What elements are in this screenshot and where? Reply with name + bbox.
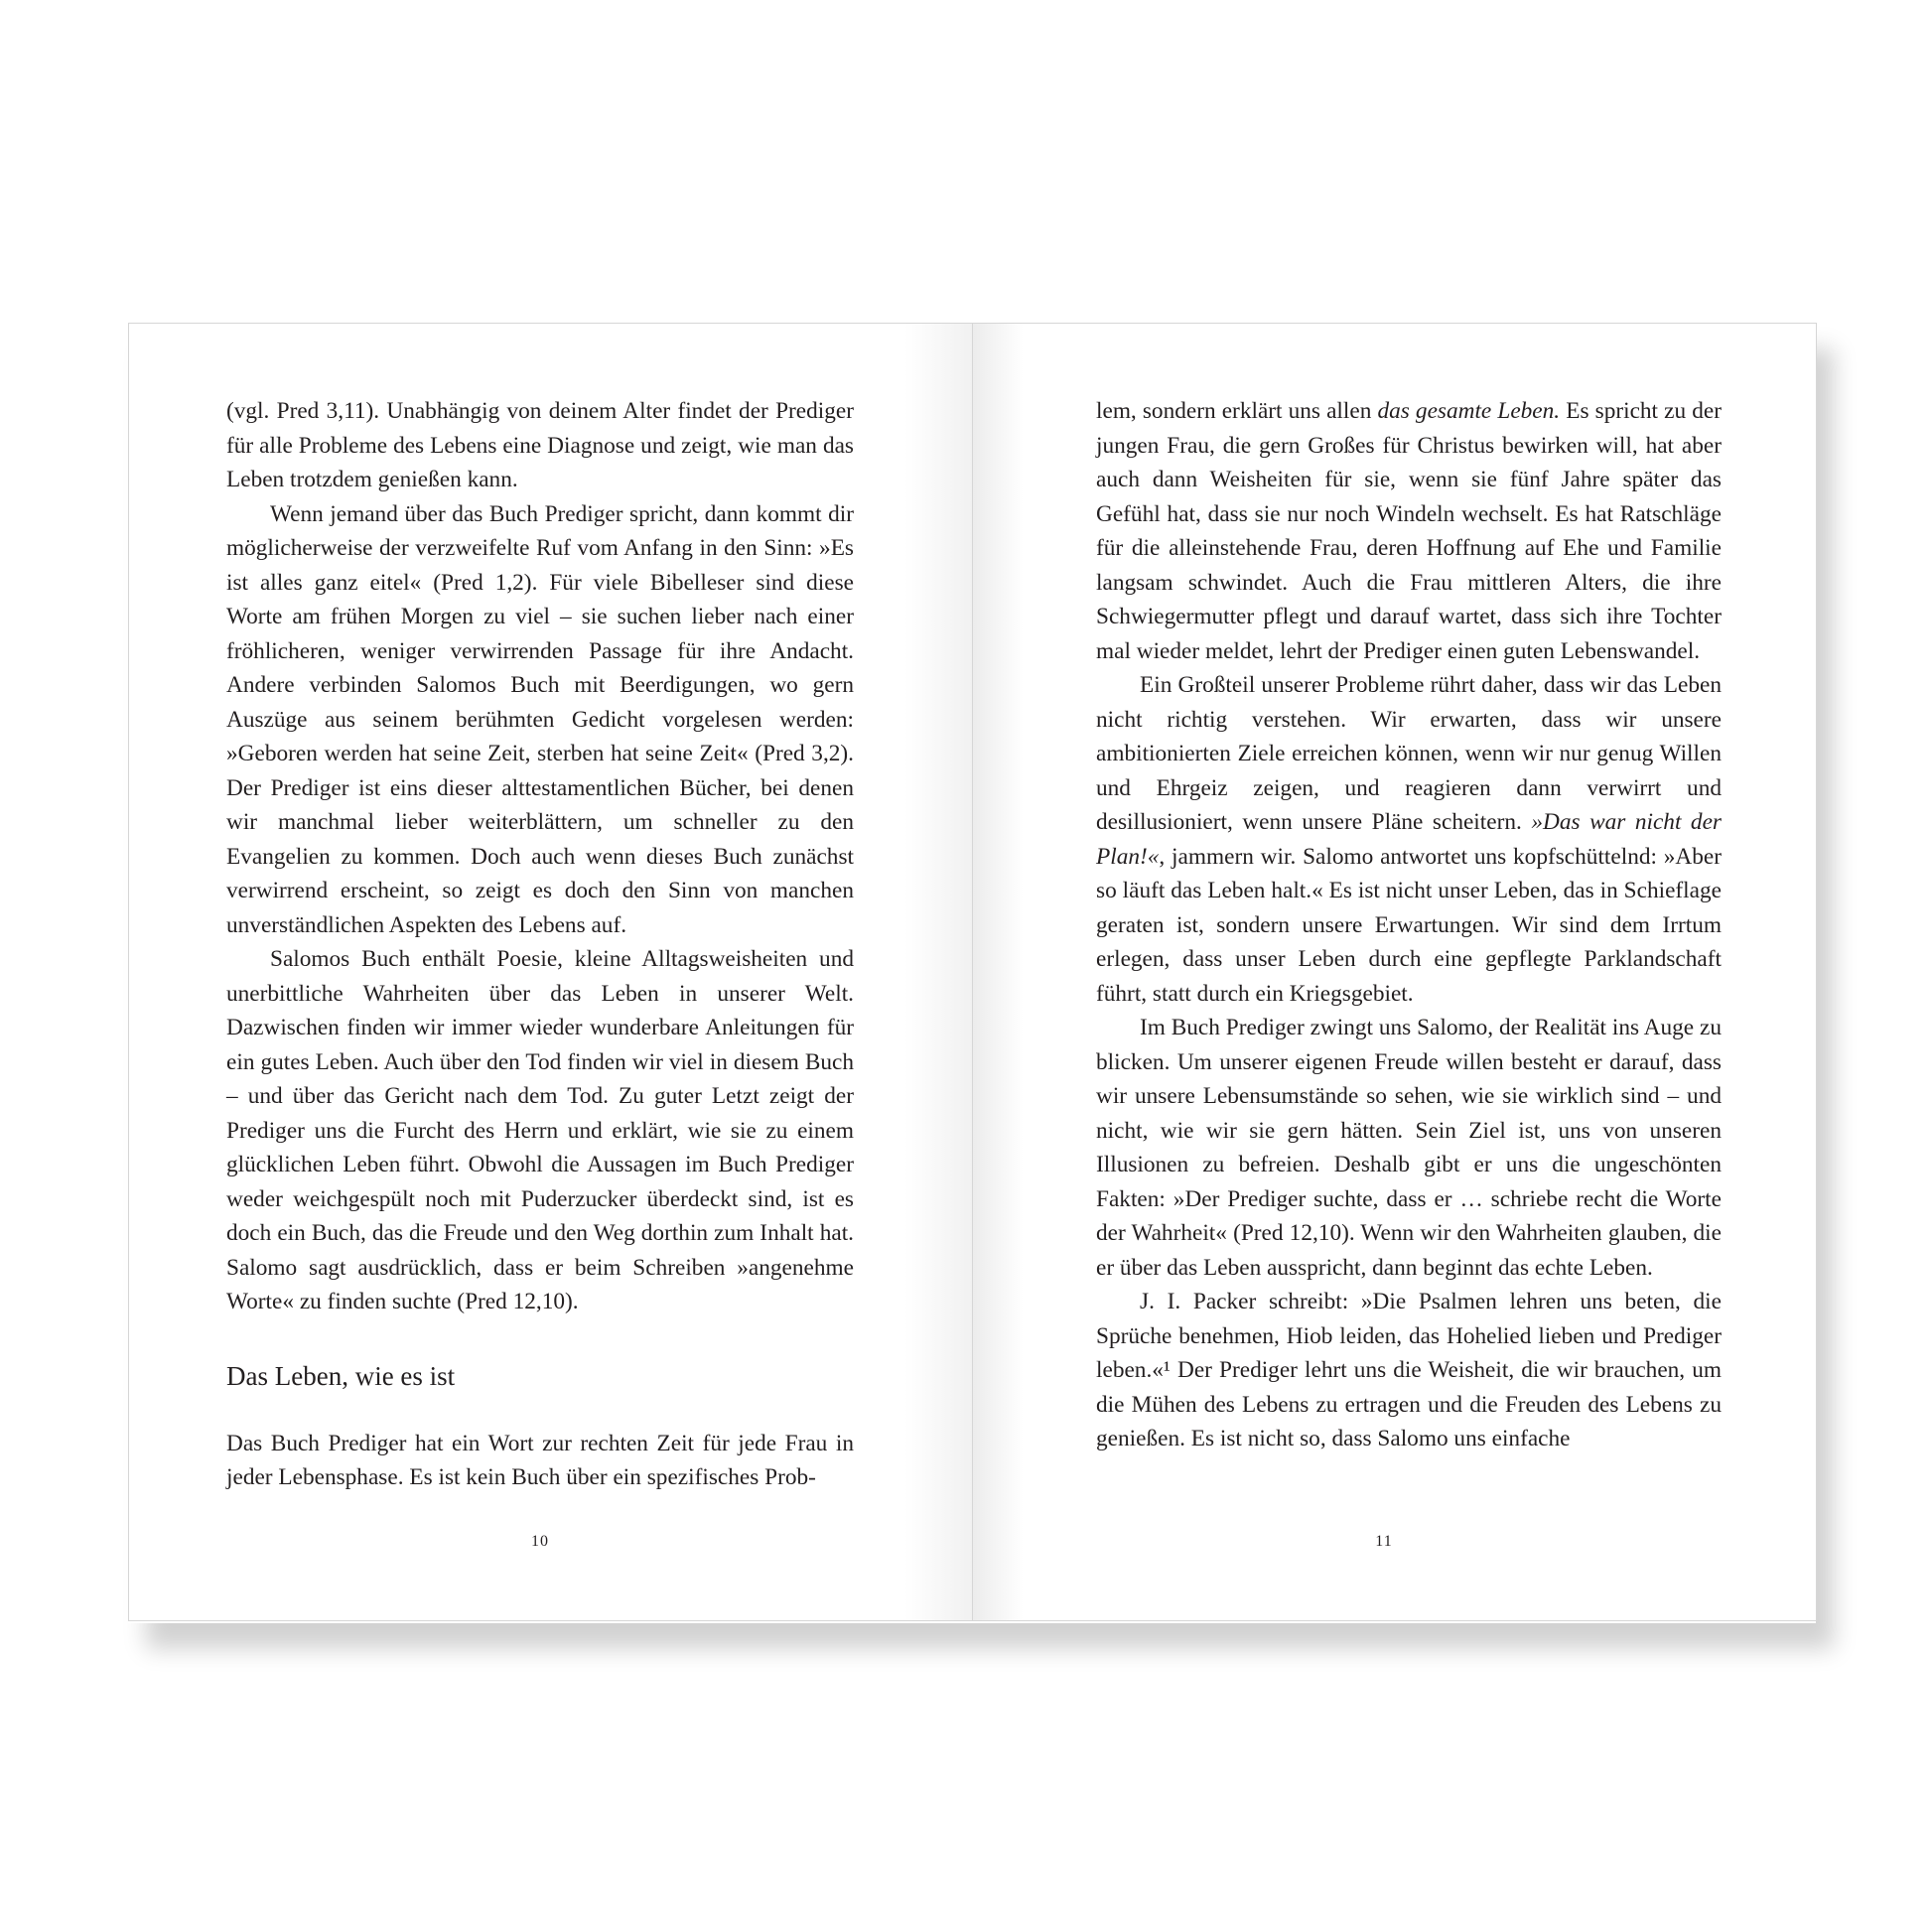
paragraph bbox=[1096, 668, 1722, 1011]
paragraph: Im Buch Prediger zwingt uns Salomo, der Realität ins Auge zu blicken. Um unserer eigenen Freude willen besteht er darauf, dass wir unsere Lebensumstände so sehen, wie sie wirklich sind – und nicht, wie wir sie gern hätten. Sein Ziel ist, uns von unseren Illusionen zu befreien. Deshalb gibt er uns die ungeschönten Fakten: »Der Prediger suchte, dass er … schriebe recht die Worte der Wahrheit« (Pred 12,10). Wenn wir den Wahrheiten glauben, die er über das Leben ausspricht, dann beginnt das echte Leben. bbox=[1096, 1015, 1722, 1281]
right-page-text bbox=[1096, 394, 1722, 1456]
paragraph: Wenn jemand über das Buch Prediger spricht, dann kommt dir möglicherweise der verzweifelte Ruf vom Anfang in den Sinn: »Es ist alles ganz eitel« (Pred 1,2). Für viele Bibelleser sind diese Worte am frühen Morgen zu viel – sie suchen lieber nach einer fröhlicheren, weniger verwirrenden Passage für ihre Andacht. Andere verbinden Salomos Buch mit Beerdigungen, wo gern Auszüge aus seinem berühmten Gedicht vorgelesen werden: »Geboren werden hat seine Zeit, sterben hat seine Zeit« (Pred 3,2). Der Prediger ist eins dieser alttestamentlichen Bücher, bei denen wir manchmal lieber weiterblättern, um schneller zu den Evangelien zu kommen. Doch auch wenn dieses Buch zunächst verwirrend erscheint, so zeigt es doch den Sinn von manchen unverständlichen Aspekten des Lebens auf. bbox=[226, 500, 854, 938]
italic-text: »Das war nicht der Plan!« bbox=[1096, 809, 1722, 870]
left-page-text bbox=[226, 394, 854, 1495]
italic-text: das gesamte Leben. bbox=[1377, 398, 1561, 424]
book-spread bbox=[128, 323, 1816, 1623]
paragraph: Salomos Buch enthält Poesie, kleine Alltagsweisheiten und unerbittliche Wahrheiten über das Leben in unserer Welt. Dazwischen finden wir immer wieder wunderbare Anleitungen für ein gutes Leben. Auch über den Tod finden wir viel in diesem Buch – und über das Gericht nach dem Tod. Zu guter Letzt zeigt der Prediger uns die Furcht des Herrn und erklärt, wie sie zu einem glücklichen Leben führt. Obwohl die Aussagen im Buch Prediger weder weichgespült noch mit Puderzucker überdeckt sind, ist es doch ein Buch, das die Freude und den Weg dorthin zum Inhalt hat. Salomo sagt ausdrücklich, dass er beim Schreiben »angenehme Worte« zu finden suchte (Pred 12,10). bbox=[226, 946, 854, 1314]
right-page bbox=[972, 323, 1817, 1621]
page-number: 10 bbox=[531, 1533, 549, 1550]
text-run: lem, sondern erklärt uns allen bbox=[1096, 398, 1378, 424]
text-run: Es spricht zu der jungen Frau, die gern Großes für Christus bewirken will, hat aber auch dann Weisheiten für sie, wenn sie fünf Jahre später das Gefühl hat, dass sie nur noch Windeln wechselt. Es hat Ratschläge für die alleinstehende Frau, deren Hoffnung auf Ehe und Familie langsam schwindet. Auch die Frau mittleren Alters, die ihre Schwiegermutter pflegt und darauf wartet, dass sich ihre Tochter mal wieder meldet, lehrt der Prediger einen guten Lebenswandel. bbox=[1096, 398, 1722, 664]
paragraph: (vgl. Pred 3,11). Unabhängig von deinem Alter findet der Prediger für alle Probleme des Lebens eine Diagnose und zeigt, wie man das Leben trotzdem genießen kann. bbox=[226, 398, 854, 492]
page-number: 11 bbox=[1375, 1533, 1393, 1550]
section-heading: Das Leben, wie es ist bbox=[226, 1360, 456, 1391]
left-page bbox=[128, 323, 973, 1621]
text-run: Ein Großteil unserer Probleme rührt daher, dass wir das Leben nicht richtig verstehen. Wir erwarten, dass wir unsere ambitionierten Ziele erreichen können, wenn wir nur genug Willen und Ehrgeiz zeigen, und reagieren dann verwirrt und desillusioniert, wenn unsere Pläne scheitern. bbox=[1096, 672, 1722, 835]
paragraph bbox=[1096, 394, 1722, 668]
paragraph: J. I. Packer schreibt: »Die Psalmen lehren uns beten, die Sprüche benehmen, Hiob leiden, das Hohelied lieben und Prediger leben.«¹ Der Prediger lehrt uns die Weisheit, die wir brauchen, um die Mühen des Lebens zu ertragen und die Freuden des Lebens zu genießen. Es ist nicht so, dass Salomo uns einfache bbox=[1096, 1289, 1722, 1451]
paragraph: Das Buch Prediger hat ein Wort zur rechten Zeit für jede Frau in jeder Lebensphase. Es ist kein Buch über ein spezifisches Prob- bbox=[226, 1430, 854, 1490]
text-run: , jammern wir. Salomo antwortet uns kopfschüttelnd: »Aber so läuft das Leben halt.« Es ist nicht unser Leben, das in Schieflage geraten ist, sondern unsere Erwartungen. Wir sind dem Irrtum erlegen, dass unser Leben durch eine gepflegte Parklandschaft führt, statt durch ein Kriegsgebiet. bbox=[1096, 843, 1722, 1007]
